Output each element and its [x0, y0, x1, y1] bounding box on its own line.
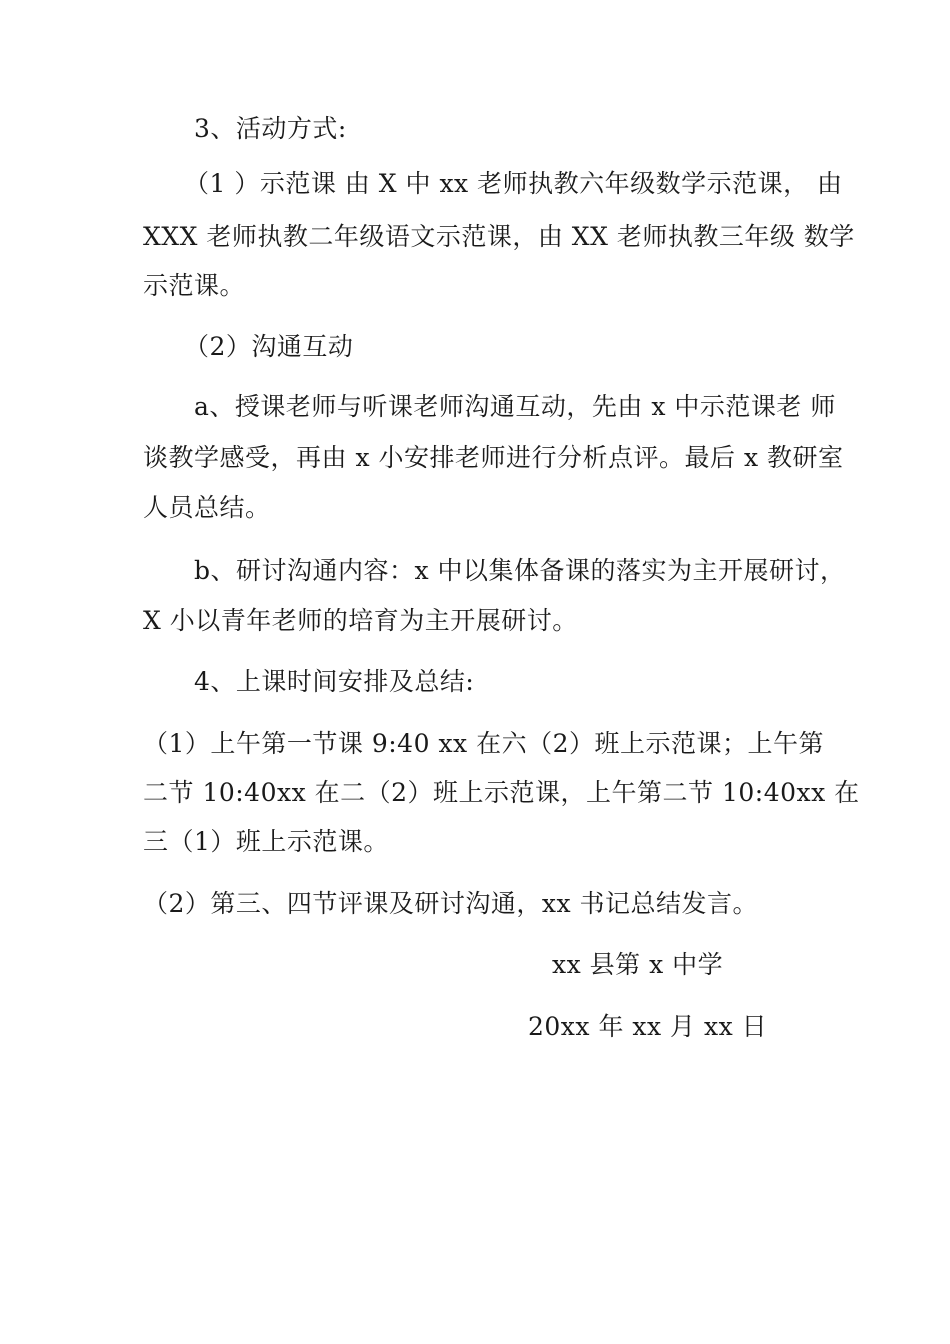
- signature-school: xx 县第 x 中学: [552, 950, 724, 979]
- item-a-line-3: 人员总结。: [143, 493, 271, 522]
- summary-line: （2）第三、四节评课及研讨沟通，xx 书记总结发言。: [143, 889, 759, 918]
- item-b-line-2: X 小以青年老师的培育为主开展研讨。: [143, 606, 578, 635]
- item-2-heading: （2）沟通互动: [184, 332, 354, 361]
- schedule-line-2: 二节 10:40xx 在二（2）班上示范课，上午第二节 10:40xx 在: [143, 778, 860, 807]
- item-b-line-1: b、研讨沟通内容：x 中以集体备课的落实为主开展研讨，: [194, 556, 846, 585]
- signature-date: 20xx 年 xx 月 xx 日: [528, 1012, 768, 1041]
- item-a-line-1: a、授课老师与听课老师沟通互动，先由 x 中示范课老 师: [194, 392, 836, 421]
- schedule-line-1: （1）上午第一节课 9:40 xx 在六（2）班上示范课；上午第: [143, 729, 824, 758]
- section-4-heading: 4、上课时间安排及总结:: [194, 667, 475, 696]
- item-1-line-1: （1 ）示范课 由 X 中 xx 老师执教六年级数学示范课， 由: [184, 169, 843, 198]
- schedule-line-3: 三（1）班上示范课。: [143, 827, 389, 856]
- item-a-line-2: 谈教学感受，再由 x 小安排老师进行分析点评。最后 x 教研室: [143, 443, 844, 472]
- item-1-line-3: 示范课。: [143, 271, 246, 300]
- item-1-line-2: XXX 老师执教二年级语文示范课，由 XX 老师执教三年级 数学: [143, 222, 855, 251]
- section-3-heading: 3、活动方式:: [194, 114, 347, 143]
